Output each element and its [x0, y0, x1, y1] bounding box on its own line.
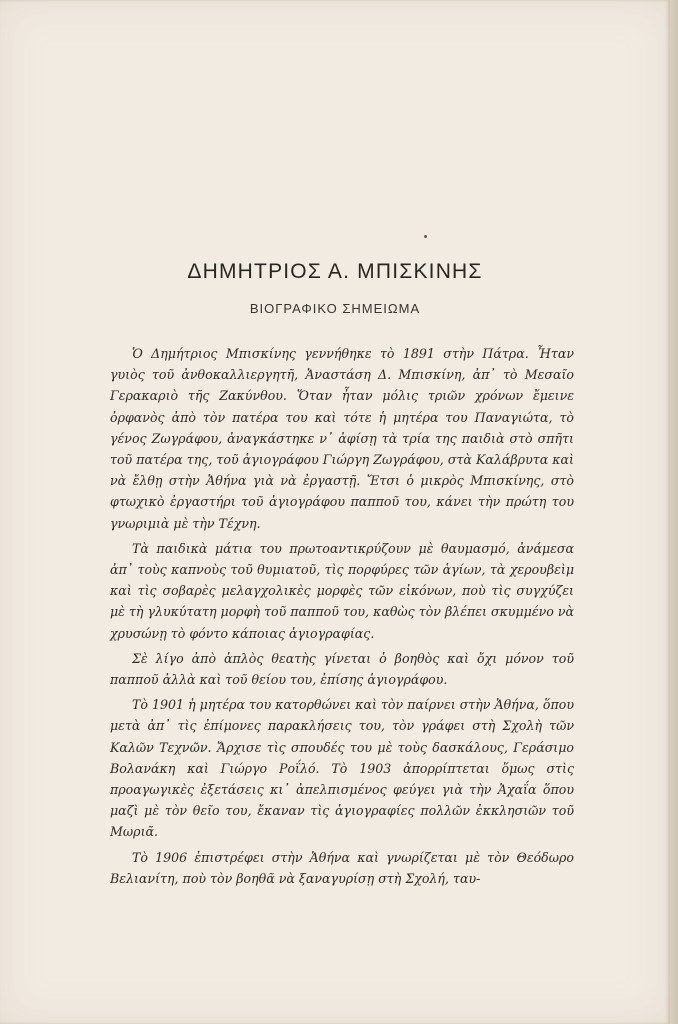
ink-speck	[424, 235, 427, 238]
page-title: ΔΗΜΗΤΡΙΟΣ Α. ΜΠΙΣΚΙΝΗΣ	[187, 260, 483, 283]
page-subtitle: ΒΙΟΓΡΑΦΙΚΟ ΣΗΜΕΙΩΜΑ	[249, 301, 421, 316]
page-edge	[670, 0, 678, 1024]
paragraph: Ὁ Δημήτριος Μπισκίνης γεννήθηκε τὸ 1891 στὴν Πάτρα. Ἦταν γυιὸς τοῦ ἀνθοκαλλιεργητῆ, Ἀναστάση Δ. Μπισκίνη, ἀπ᾽ τὸ Μεσαῖο Γερακαριὸ τῆς Ζακύνθου. Ὅταν ἦταν μόλις τριῶν χρόνων ἔμεινε ὀρφανὸς ἀπὸ τὸν πατέρα του καὶ τότε ἡ μητέρα του Παναγιώτα, τὸ γένος Ζωγράφου, ἀναγκάστηκε ν᾽ ἀφίσῃ τὰ τρία της παιδιὰ στὸ σπῆτι τοῦ πατέρα της, τοῦ ἁγιογράφου Γιώργη Ζωγράφου, στὰ Καλάβρυτα καὶ νὰ ἔλθῃ στὴν Ἀθήνα γιὰ νὰ ἐργαστῇ. Ἔτσι ὁ μικρὸς Μπισκίνης, στὸ φτωχικὸ ἐργαστήρι τοῦ ἁγιογράφου παπποῦ του, κάνει τὴν πρώτη του γνωριμιὰ μὲ τὴν Τέχνη.	[110, 346, 574, 531]
biography-text	[110, 343, 574, 893]
paragraph: Τὸ 1906 ἐπιστρέφει στὴν Ἀθήνα καὶ γνωρίζεται μὲ τὸν Θεόδωρο Βελιανίτη, ποὺ τὸν βοηθᾶ νὰ ξαναγυρίσῃ στὴ Σχολή, ταυ-	[110, 849, 574, 886]
paragraph: Τὸ 1901 ἡ μητέρα του κατορθώνει καὶ τὸν παίρνει στὴν Ἀθήνα, ὅπου μετὰ ἀπ᾽ τὶς ἐπίμονες παρακλήσεις του, τὸν γράφει στὴ Σχολὴ τῶν Καλῶν Τεχνῶν. Ἄρχισε τὶς σπουδές του μὲ τοὺς δασκάλους, Γεράσιμο Βολανάκη καὶ Γιώργο Ροΐλό. Τὸ 1903 ἀπορρίπτεται ὅμως στὶς προαγωγικὲς ἐξετάσεις κι᾽ ἀπελπισμένος φεύγει γιὰ τὴν Ἀχαΐα ὅπου μαζὶ μὲ τὸν θεῖο του, ἔκαναν τὶς ἁγιογραφίες πολλῶν ἐκκλησιῶν τοῦ Μωριᾶ.	[110, 697, 574, 840]
paragraph: Τὰ παιδικὰ μάτια του πρωτοαντικρύζουν μὲ θαυμασμό, ἀνάμεσα ἀπ᾽ τοὺς καπνοὺς τοῦ θυμιατοῦ, τὶς πορφύρες τῶν ἁγίων, τὰ χερουβεὶμ καὶ τὶς σοβαρὲς μελαγχολικὲς μορφὲς τῶν εἰκόνων, ποὺ τὶς συγχύζει μὲ τὴ γλυκύτατη μορφὴ τοῦ παπποῦ του, καθὼς τὸν βλέπει σκυμμένο νὰ χρυσώνῃ τὸ φόντο κάποιας ἁγιογραφίας.	[110, 540, 574, 641]
paragraph: Σὲ λίγο ἀπὸ ἁπλὸς θεατὴς γίνεται ὁ βοηθὸς καὶ ὄχι μόνον τοῦ παπποῦ ἀλλὰ καὶ τοῦ θείου του, ἐπίσης ἁγιογράφου.	[110, 650, 574, 688]
